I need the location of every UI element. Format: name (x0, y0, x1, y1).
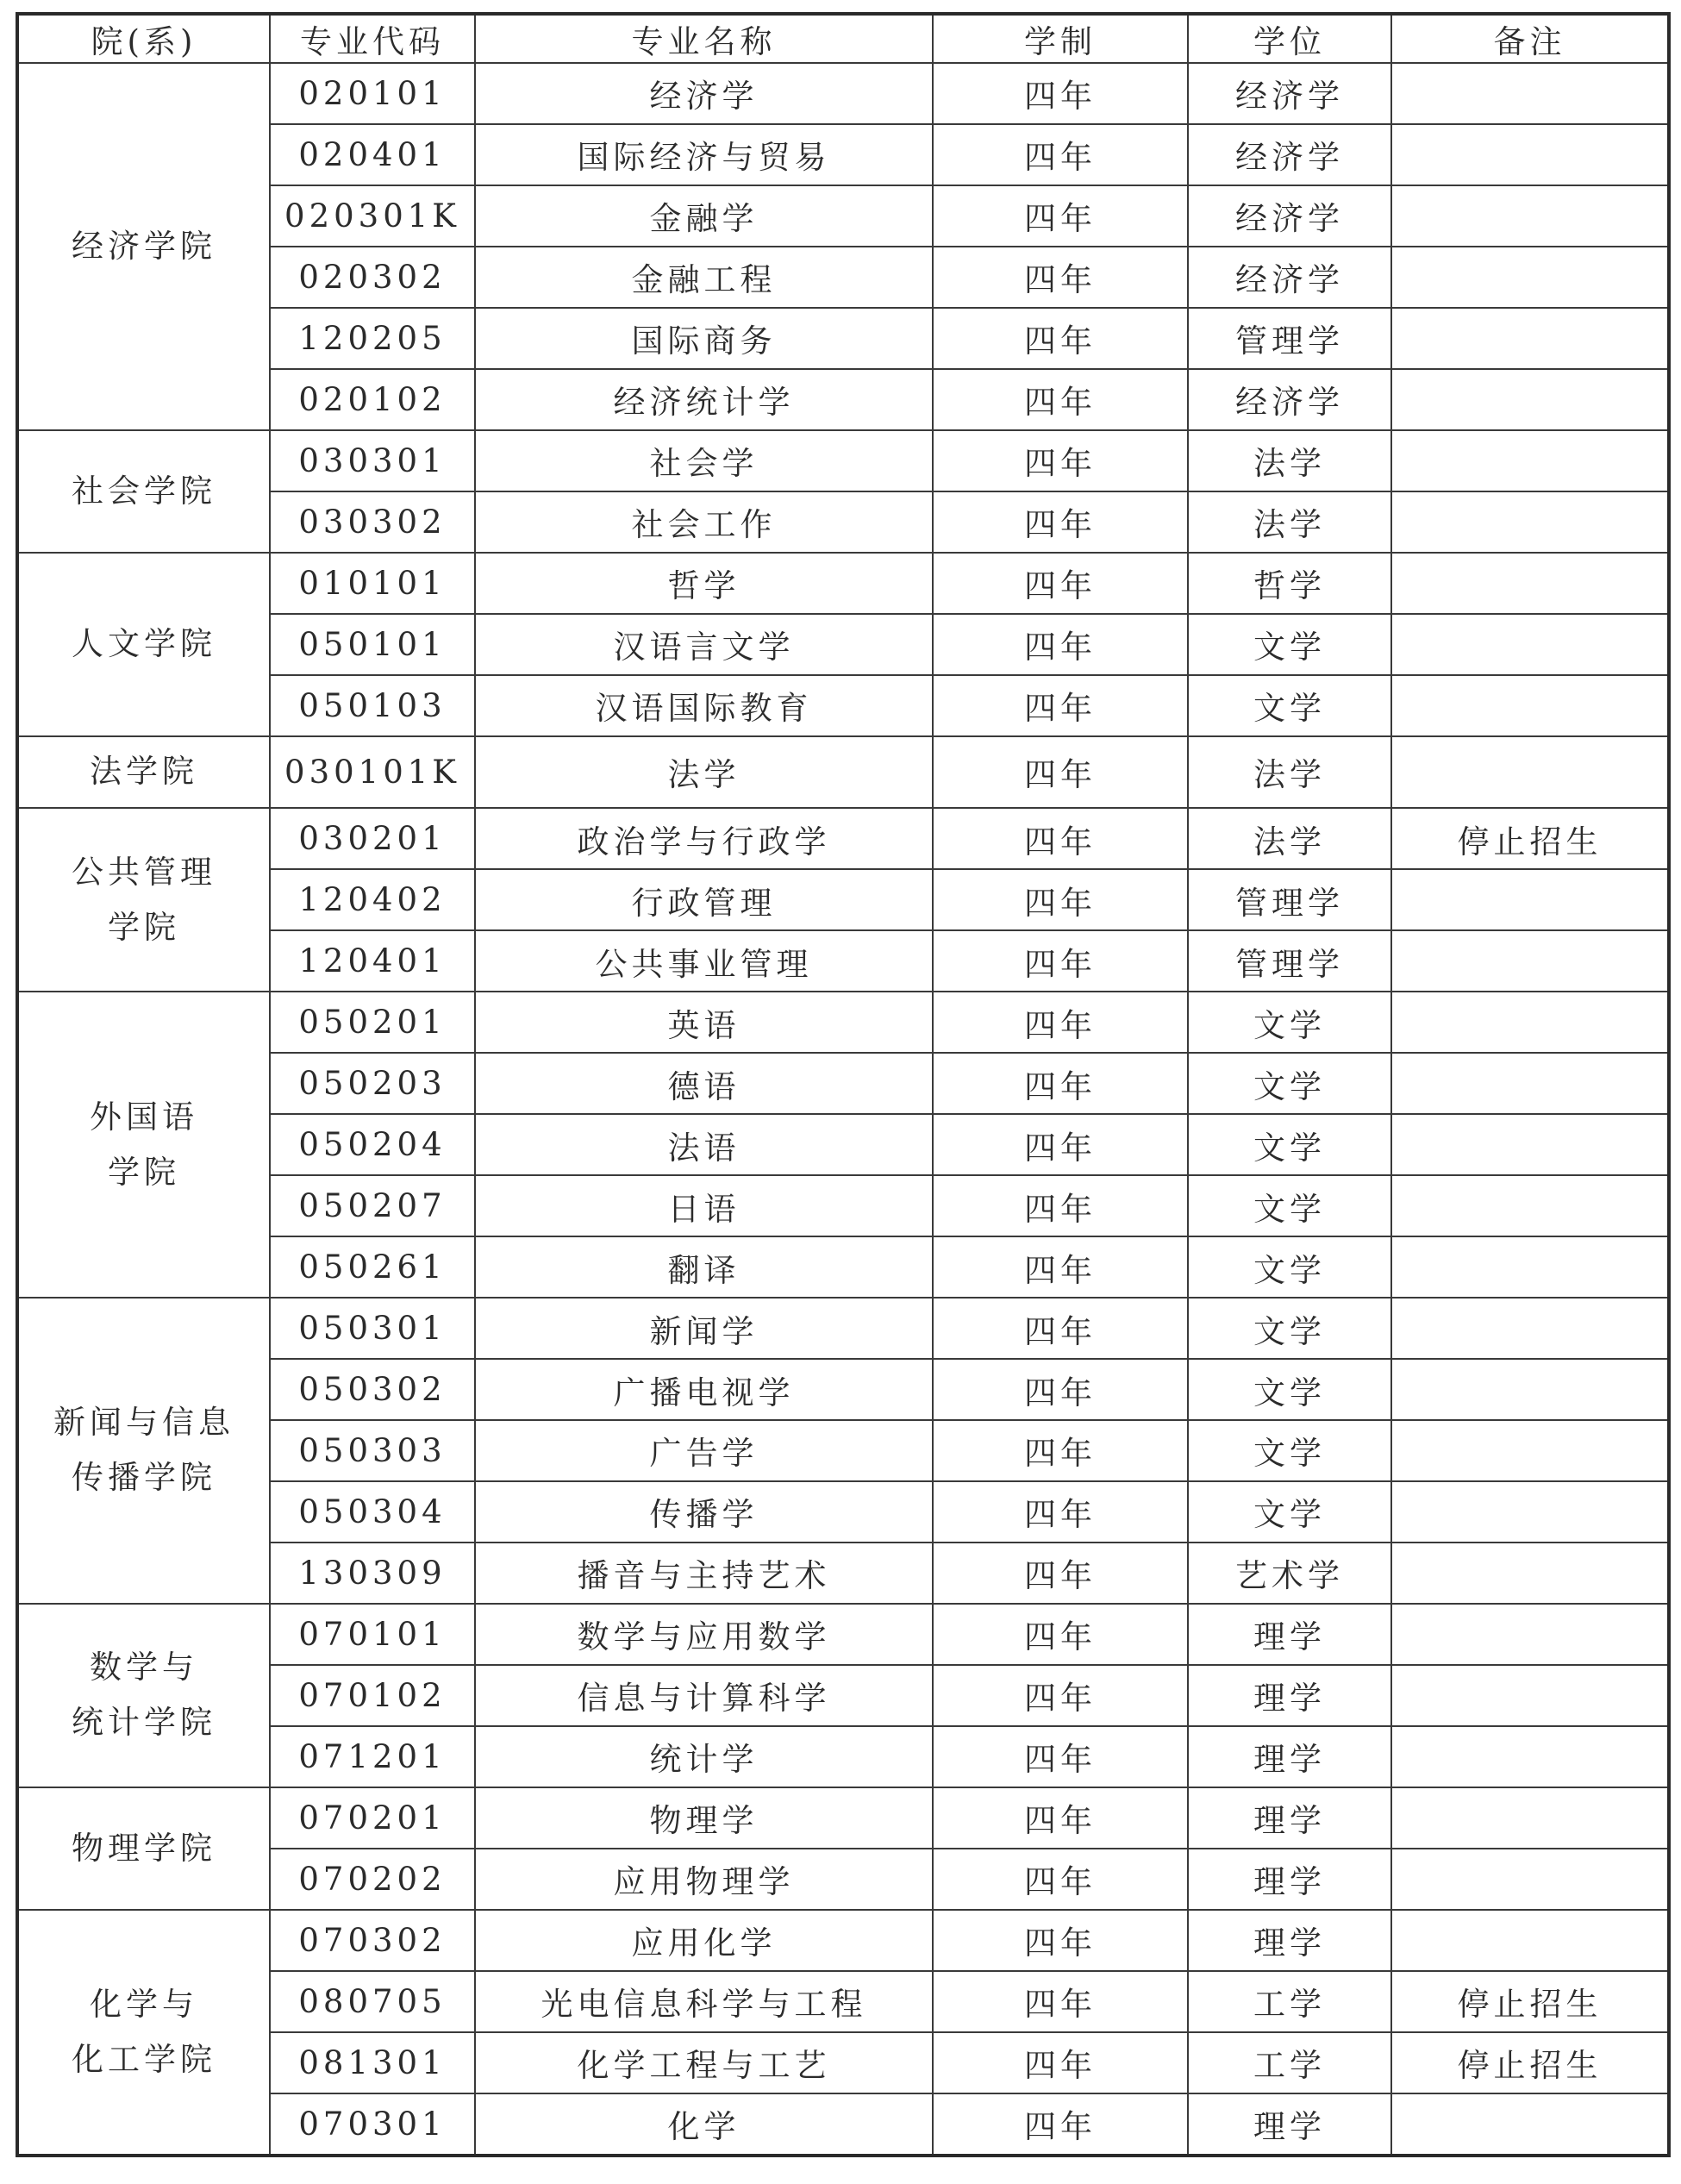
duration-cell: 四年 (933, 247, 1188, 308)
program-name-cell: 公共事业管理 (475, 930, 933, 992)
duration-cell: 四年 (933, 369, 1188, 430)
program-code-cell: 030302 (270, 491, 475, 553)
program-name-cell: 国际经济与贸易 (475, 124, 933, 185)
duration-cell: 四年 (933, 185, 1188, 247)
note-cell (1391, 675, 1669, 736)
program-name-cell: 汉语国际教育 (475, 675, 933, 736)
note-cell (1391, 1543, 1669, 1604)
duration-cell: 四年 (933, 614, 1188, 675)
degree-cell: 哲学 (1188, 553, 1391, 614)
department-name-line: 学院 (108, 908, 180, 946)
department-name-line: 数学与 (90, 1649, 198, 1686)
program-code-cell: 050203 (270, 1053, 475, 1114)
program-name-cell: 英语 (475, 992, 933, 1053)
note-cell: 停止招生 (1391, 1971, 1669, 2032)
table-row (17, 992, 1669, 1053)
program-code-cell: 050301 (270, 1298, 475, 1359)
department-cell (17, 736, 270, 809)
note-cell: 停止招生 (1391, 2032, 1669, 2093)
note-cell (1391, 1665, 1669, 1726)
program-name-cell: 经济学 (475, 63, 933, 124)
program-code-cell: 020101 (270, 63, 475, 124)
program-name-cell: 国际商务 (475, 308, 933, 369)
program-code-cell: 020102 (270, 369, 475, 430)
degree-cell: 管理学 (1188, 930, 1391, 992)
program-code-cell: 050303 (270, 1420, 475, 1481)
table-row (17, 1787, 1669, 1849)
department-cell (17, 1298, 270, 1604)
degree-cell: 理学 (1188, 1604, 1391, 1665)
note-cell (1391, 1298, 1669, 1359)
program-code-cell: 030101K (270, 736, 475, 809)
duration-cell: 四年 (933, 869, 1188, 930)
degree-cell: 文学 (1188, 1114, 1391, 1175)
header-row (17, 14, 1669, 63)
duration-cell: 四年 (933, 1236, 1188, 1298)
duration-cell: 四年 (933, 1665, 1188, 1726)
note-cell (1391, 1175, 1669, 1236)
degree-cell: 理学 (1188, 1910, 1391, 1971)
program-name-cell: 社会工作 (475, 491, 933, 553)
note-cell (1391, 1849, 1669, 1910)
program-code-cell: 070101 (270, 1604, 475, 1665)
duration-cell: 四年 (933, 1298, 1188, 1359)
program-name-cell: 化学工程与工艺 (475, 2032, 933, 2093)
program-code-cell: 130309 (270, 1543, 475, 1604)
program-name-cell: 传播学 (475, 1481, 933, 1543)
note-cell (1391, 1114, 1669, 1175)
department-cell (17, 1910, 270, 2156)
duration-cell: 四年 (933, 808, 1188, 869)
program-name-cell: 应用物理学 (475, 1849, 933, 1910)
note-cell (1391, 63, 1669, 124)
table-row (17, 1298, 1669, 1359)
note-cell (1391, 185, 1669, 247)
degree-cell: 文学 (1188, 1420, 1391, 1481)
duration-cell: 四年 (933, 1420, 1188, 1481)
program-name-cell: 哲学 (475, 553, 933, 614)
table-row (17, 736, 1669, 809)
program-name-cell: 法学 (475, 736, 933, 809)
program-name-cell: 翻译 (475, 1236, 933, 1298)
program-code-cell: 050261 (270, 1236, 475, 1298)
duration-cell: 四年 (933, 1910, 1188, 1971)
degree-cell: 法学 (1188, 736, 1391, 809)
program-code-cell: 020301K (270, 185, 475, 247)
department-cell (17, 1787, 270, 1910)
program-code-cell: 030301 (270, 430, 475, 491)
header-program-name: 专业名称 (475, 14, 933, 63)
note-cell (1391, 930, 1669, 992)
program-name-cell: 统计学 (475, 1726, 933, 1787)
degree-cell: 文学 (1188, 675, 1391, 736)
program-code-cell: 120205 (270, 308, 475, 369)
note-cell (1391, 369, 1669, 430)
degree-cell: 工学 (1188, 1971, 1391, 2032)
department-name-line: 法学院 (90, 753, 198, 791)
program-name-cell: 行政管理 (475, 869, 933, 930)
note-cell (1391, 869, 1669, 930)
program-name-cell: 信息与计算科学 (475, 1665, 933, 1726)
department-cell (17, 430, 270, 553)
table-row (17, 1910, 1669, 1971)
duration-cell: 四年 (933, 1849, 1188, 1910)
department-name-line: 经济学院 (72, 227, 216, 265)
duration-cell: 四年 (933, 430, 1188, 491)
note-cell (1391, 1236, 1669, 1298)
note-cell (1391, 1726, 1669, 1787)
degree-cell: 理学 (1188, 1787, 1391, 1849)
table-body (17, 63, 1669, 2156)
duration-cell: 四年 (933, 930, 1188, 992)
program-code-cell: 071201 (270, 1726, 475, 1787)
duration-cell: 四年 (933, 63, 1188, 124)
note-cell (1391, 1053, 1669, 1114)
note-cell (1391, 1604, 1669, 1665)
note-cell (1391, 247, 1669, 308)
program-code-cell: 050207 (270, 1175, 475, 1236)
program-code-cell: 120401 (270, 930, 475, 992)
table-row (17, 553, 1669, 614)
program-code-cell: 050103 (270, 675, 475, 736)
program-code-cell: 050302 (270, 1359, 475, 1420)
program-code-cell: 070202 (270, 1849, 475, 1910)
program-name-cell: 应用化学 (475, 1910, 933, 1971)
department-name-line: 化工学院 (72, 2040, 216, 2078)
program-code-cell: 010101 (270, 553, 475, 614)
duration-cell: 四年 (933, 1481, 1188, 1543)
note-cell: 停止招生 (1391, 808, 1669, 869)
degree-cell: 理学 (1188, 1726, 1391, 1787)
program-name-cell: 新闻学 (475, 1298, 933, 1359)
degree-cell: 经济学 (1188, 63, 1391, 124)
degree-cell: 文学 (1188, 1236, 1391, 1298)
program-name-cell: 播音与主持艺术 (475, 1543, 933, 1604)
duration-cell: 四年 (933, 308, 1188, 369)
duration-cell: 四年 (933, 736, 1188, 809)
degree-cell: 文学 (1188, 1175, 1391, 1236)
degree-cell: 文学 (1188, 992, 1391, 1053)
degree-cell: 文学 (1188, 614, 1391, 675)
department-cell (17, 553, 270, 736)
program-code-cell: 070302 (270, 1910, 475, 1971)
degree-cell: 工学 (1188, 2032, 1391, 2093)
duration-cell: 四年 (933, 2093, 1188, 2156)
note-cell (1391, 1359, 1669, 1420)
degree-cell: 经济学 (1188, 369, 1391, 430)
department-cell (17, 63, 270, 430)
table-row (17, 430, 1669, 491)
duration-cell: 四年 (933, 1175, 1188, 1236)
degree-cell: 经济学 (1188, 247, 1391, 308)
degree-cell: 文学 (1188, 1053, 1391, 1114)
note-cell (1391, 1787, 1669, 1849)
program-code-cell: 070102 (270, 1665, 475, 1726)
program-code-cell: 050201 (270, 992, 475, 1053)
program-name-cell: 物理学 (475, 1787, 933, 1849)
program-code-cell: 020302 (270, 247, 475, 308)
department-cell (17, 1604, 270, 1787)
duration-cell: 四年 (933, 675, 1188, 736)
duration-cell: 四年 (933, 124, 1188, 185)
header-degree: 学位 (1188, 14, 1391, 63)
program-name-cell: 金融学 (475, 185, 933, 247)
program-code-cell: 050204 (270, 1114, 475, 1175)
program-name-cell: 社会学 (475, 430, 933, 491)
department-name-line: 传播学院 (72, 1459, 216, 1497)
duration-cell: 四年 (933, 1114, 1188, 1175)
note-cell (1391, 553, 1669, 614)
duration-cell: 四年 (933, 1543, 1188, 1604)
program-name-cell: 法语 (475, 1114, 933, 1175)
note-cell (1391, 614, 1669, 675)
program-name-cell: 经济统计学 (475, 369, 933, 430)
program-code-cell: 070201 (270, 1787, 475, 1849)
degree-cell: 经济学 (1188, 124, 1391, 185)
program-name-cell: 广告学 (475, 1420, 933, 1481)
department-name-line: 统计学院 (72, 1704, 216, 1742)
duration-cell: 四年 (933, 1787, 1188, 1849)
program-code-cell: 080705 (270, 1971, 475, 2032)
degree-cell: 文学 (1188, 1359, 1391, 1420)
note-cell (1391, 430, 1669, 491)
note-cell (1391, 308, 1669, 369)
duration-cell: 四年 (933, 992, 1188, 1053)
degree-cell: 理学 (1188, 2093, 1391, 2156)
degree-cell: 法学 (1188, 430, 1391, 491)
note-cell (1391, 491, 1669, 553)
degree-cell: 法学 (1188, 808, 1391, 869)
department-cell (17, 992, 270, 1298)
program-name-cell: 汉语言文学 (475, 614, 933, 675)
duration-cell: 四年 (933, 1604, 1188, 1665)
degree-cell: 管理学 (1188, 308, 1391, 369)
duration-cell: 四年 (933, 1053, 1188, 1114)
duration-cell: 四年 (933, 1359, 1188, 1420)
department-name-line: 新闻与信息 (53, 1404, 234, 1442)
duration-cell: 四年 (933, 491, 1188, 553)
header-note: 备注 (1391, 14, 1669, 63)
program-name-cell: 金融工程 (475, 247, 933, 308)
department-name-line: 社会学院 (72, 472, 216, 510)
note-cell (1391, 736, 1669, 809)
degree-cell: 文学 (1188, 1298, 1391, 1359)
degree-cell: 文学 (1188, 1481, 1391, 1543)
program-name-cell: 数学与应用数学 (475, 1604, 933, 1665)
degree-cell: 艺术学 (1188, 1543, 1391, 1604)
duration-cell: 四年 (933, 553, 1188, 614)
note-cell (1391, 992, 1669, 1053)
program-code-cell: 070301 (270, 2093, 475, 2156)
program-name-cell: 德语 (475, 1053, 933, 1114)
department-name-line: 物理学院 (72, 1829, 216, 1867)
department-name-line: 外国语 (90, 1098, 198, 1136)
note-cell (1391, 2093, 1669, 2156)
program-name-cell: 化学 (475, 2093, 933, 2156)
department-name-line: 公共管理 (72, 853, 216, 891)
note-cell (1391, 1910, 1669, 1971)
note-cell (1391, 1481, 1669, 1543)
table-row (17, 1604, 1669, 1665)
degree-cell: 法学 (1188, 491, 1391, 553)
programs-table (16, 12, 1671, 2157)
header-duration: 学制 (933, 14, 1188, 63)
program-code-cell: 030201 (270, 808, 475, 869)
program-code-cell: 081301 (270, 2032, 475, 2093)
degree-cell: 经济学 (1188, 185, 1391, 247)
department-name-line: 学院 (108, 1153, 180, 1191)
program-name-cell: 光电信息科学与工程 (475, 1971, 933, 2032)
note-cell (1391, 1420, 1669, 1481)
program-name-cell: 广播电视学 (475, 1359, 933, 1420)
degree-cell: 理学 (1188, 1665, 1391, 1726)
program-code-cell: 020401 (270, 124, 475, 185)
duration-cell: 四年 (933, 1726, 1188, 1787)
department-cell (17, 808, 270, 992)
table-row (17, 63, 1669, 124)
program-name-cell: 日语 (475, 1175, 933, 1236)
department-name-line: 人文学院 (72, 625, 216, 663)
header-department: 院(系) (17, 14, 270, 63)
program-code-cell: 120402 (270, 869, 475, 930)
duration-cell: 四年 (933, 2032, 1188, 2093)
degree-cell: 管理学 (1188, 869, 1391, 930)
program-code-cell: 050101 (270, 614, 475, 675)
department-name-line: 化学与 (90, 1985, 198, 2023)
table-row (17, 808, 1669, 869)
note-cell (1391, 124, 1669, 185)
duration-cell: 四年 (933, 1971, 1188, 2032)
program-name-cell: 政治学与行政学 (475, 808, 933, 869)
program-code-cell: 050304 (270, 1481, 475, 1543)
degree-cell: 理学 (1188, 1849, 1391, 1910)
header-code: 专业代码 (270, 14, 475, 63)
